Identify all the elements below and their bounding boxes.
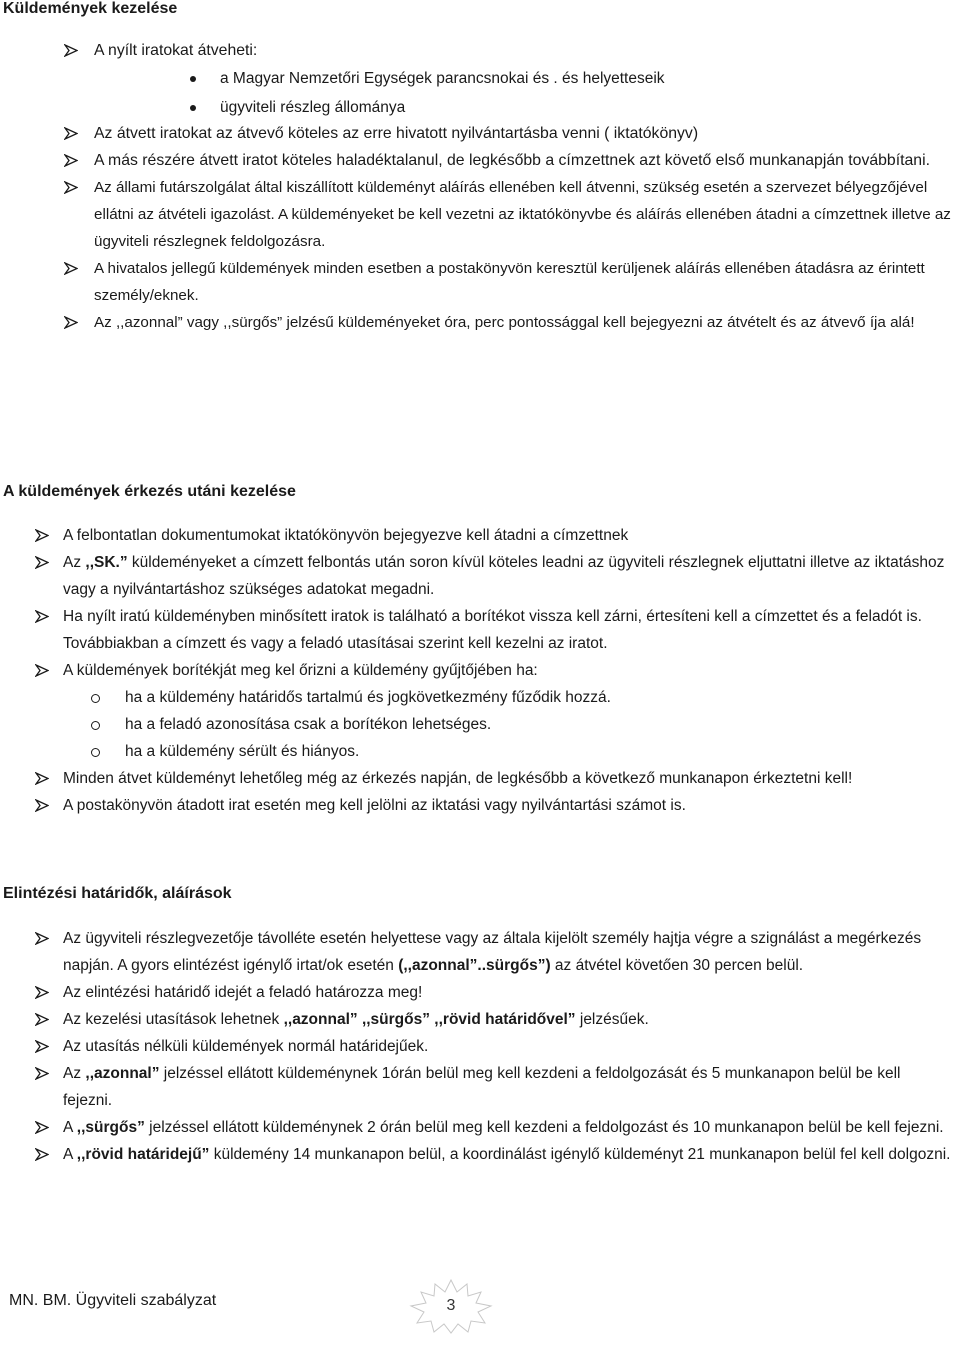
arrow-bullet-icon [35,925,55,945]
arrow-bullet-icon [35,1141,55,1161]
arrow-bullet-icon [64,255,84,275]
section-2-list [63,522,952,819]
page-number-badge [405,1278,497,1334]
list-item: A hivatalos jellegű küldemények minden esetben a postakönyvön keresztül kerüljenek aláírás ellenében átadásra az érintett személy/eknek. [94,255,952,309]
sub-item: ügyviteli részleg állománya [0,93,960,122]
section-3-list [63,925,952,1168]
circle-bullet-icon [91,721,100,730]
section-1-list [94,37,952,64]
circle-bullet-icon [91,694,100,703]
dot-bullet-icon [190,76,196,82]
list-item: Az állami futárszolgálat által kiszállított küldeményt aláírás ellenében kell átvenni, szükség esetén a szervezet bélyegzőjével ellátni az átvételi igazolást. A küldeményeket be kell vezetni az iktatókönyvbe és aláírás ellenében átadni a címzettnek illetve az ügyviteli részlegnek feldolgozásra. [94,174,952,255]
list-item: A postakönyvön átadott irat esetén meg kell jelölni az iktatási vagy nyilvántartási számot is. [63,792,952,819]
arrow-bullet-icon [35,765,55,785]
list-item: Az utasítás nélküli küldemények normál határidejűek. [63,1033,952,1060]
footer-title: MN. BM. Ügyviteli szabályzat [9,1292,217,1309]
sub-item: ha a feladó azonosítása csak a borítékon lehetséges. [63,711,952,738]
list-item: Az ,,azonnal” jelzéssel ellátott küldeménynek 1órán belül meg kell kezdeni a feldolgozását és 5 munkanapon belül be kell fejezni. [63,1060,952,1114]
section-title: Elintézési határidők, aláírások [3,885,232,902]
list-item: Az átvett iratokat az átvevő köteles az erre hivatott nyilvántartásba venni ( iktatókönyv) [94,120,952,147]
list-item: Ha nyílt iratú küldeményben minősített iratok is található a borítékot vissza kell zárni, értesíteni kell a címzettet és a feladót is. Továbbiakban a címzett és vagy a feladó utasításai szerint kell kezelni az iratot. [63,603,952,657]
arrow-bullet-icon [64,37,84,57]
section-title: A küldemények érkezés utáni kezelése [3,483,296,500]
circle-bullet-icon [91,748,100,757]
list-item: A küldemények borítékját meg kel őrizni a küldemény gyűjtőjében ha: ha a küldemény határidős tartalmú és jogkövetkezmény fűződik hozzá. ha a feladó azonosítása csak a borítékon lehetséges. ha a küldemény sérült és hiányos. [63,657,952,765]
arrow-bullet-icon [35,1006,55,1026]
arrow-bullet-icon [64,174,84,194]
arrow-bullet-icon [64,147,84,167]
arrow-bullet-icon [35,657,55,677]
sub-item: a Magyar Nemzetőri Egységek parancsnokai és . és helyetteseik [0,64,960,93]
list-item: Az elintézési határidő idejét a feladó határozza meg! [63,979,952,1006]
sub-item: ha a küldemény sérült és hiányos. [63,738,952,765]
arrow-bullet-icon [35,792,55,812]
list-item: Az kezelési utasítások lehetnek ,,azonnal” ,,sürgős” ,,rövid határidővel” jelzésűek. [63,1006,952,1033]
list-item: A ,,rövid határidejű” küldemény 14 munkanapon belül, a koordinálást igénylő küldeményt 21 munkanapon belül fel kell dolgozni. [63,1141,952,1168]
list-item: Az ügyviteli részlegvezetője távolléte esetén helyettese vagy az általa kijelölt személy hajtja végre a szignálást a megérkezés napján. A gyors elintézést igénylő irtat/ok esetén (,,azonnal”..sürgős”) az átvétel követően 30 percen belül. [63,925,952,979]
list-item: A ,,sürgős” jelzéssel ellátott küldeménynek 2 órán belül meg kell kezdeni a feldolgozást és 10 munkanapon belül be kell fejezni. [63,1114,952,1141]
list-item: Az ,,azonnal” vagy ,,sürgős” jelzésű küldeményeket óra, perc pontossággal kell bejegyezni az átvételt és az átvevő íja alá! [94,309,952,336]
list-item: A nyílt iratokat átveheti: [94,37,952,64]
section-1-list-cont [94,120,952,336]
circle-sub-list [63,684,952,765]
arrow-bullet-icon [35,549,55,569]
section-title: Küldemények kezelése [3,0,178,17]
dot-bullet-icon [190,105,196,111]
arrow-bullet-icon [35,603,55,623]
arrow-bullet-icon [64,120,84,140]
arrow-bullet-icon [35,979,55,999]
list-item: A más részére átvett iratot köteles haladéktalanul, de legkésőbb a címzettnek azt követő első munkanapján továbbítani. [94,147,952,174]
arrow-bullet-icon [35,1114,55,1134]
list-item: Az ,,SK.” küldeményeket a címzett felbontás után soron kívül köteles leadni az ügyviteli részlegnek eljuttatni illetve az iktatáshoz vagy a nyilvántartáshoz szükséges adatokat megadni. [63,549,952,603]
arrow-bullet-icon [64,309,84,329]
list-item: A felbontatlan dokumentumokat iktatókönyvön bejegyezve kell átadni a címzettnek [63,522,952,549]
page-number: 3 [446,1297,456,1314]
sub-item: ha a küldemény határidős tartalmú és jogkövetkezmény fűződik hozzá. [63,684,952,711]
arrow-bullet-icon [35,522,55,542]
arrow-bullet-icon [35,1033,55,1053]
arrow-bullet-icon [35,1060,55,1080]
list-item: Minden átvet küldeményt lehetőleg még az érkezés napján, de legkésőbb a következő munkanapon érkeztetni kell! [63,765,952,792]
sub-list [0,64,960,122]
